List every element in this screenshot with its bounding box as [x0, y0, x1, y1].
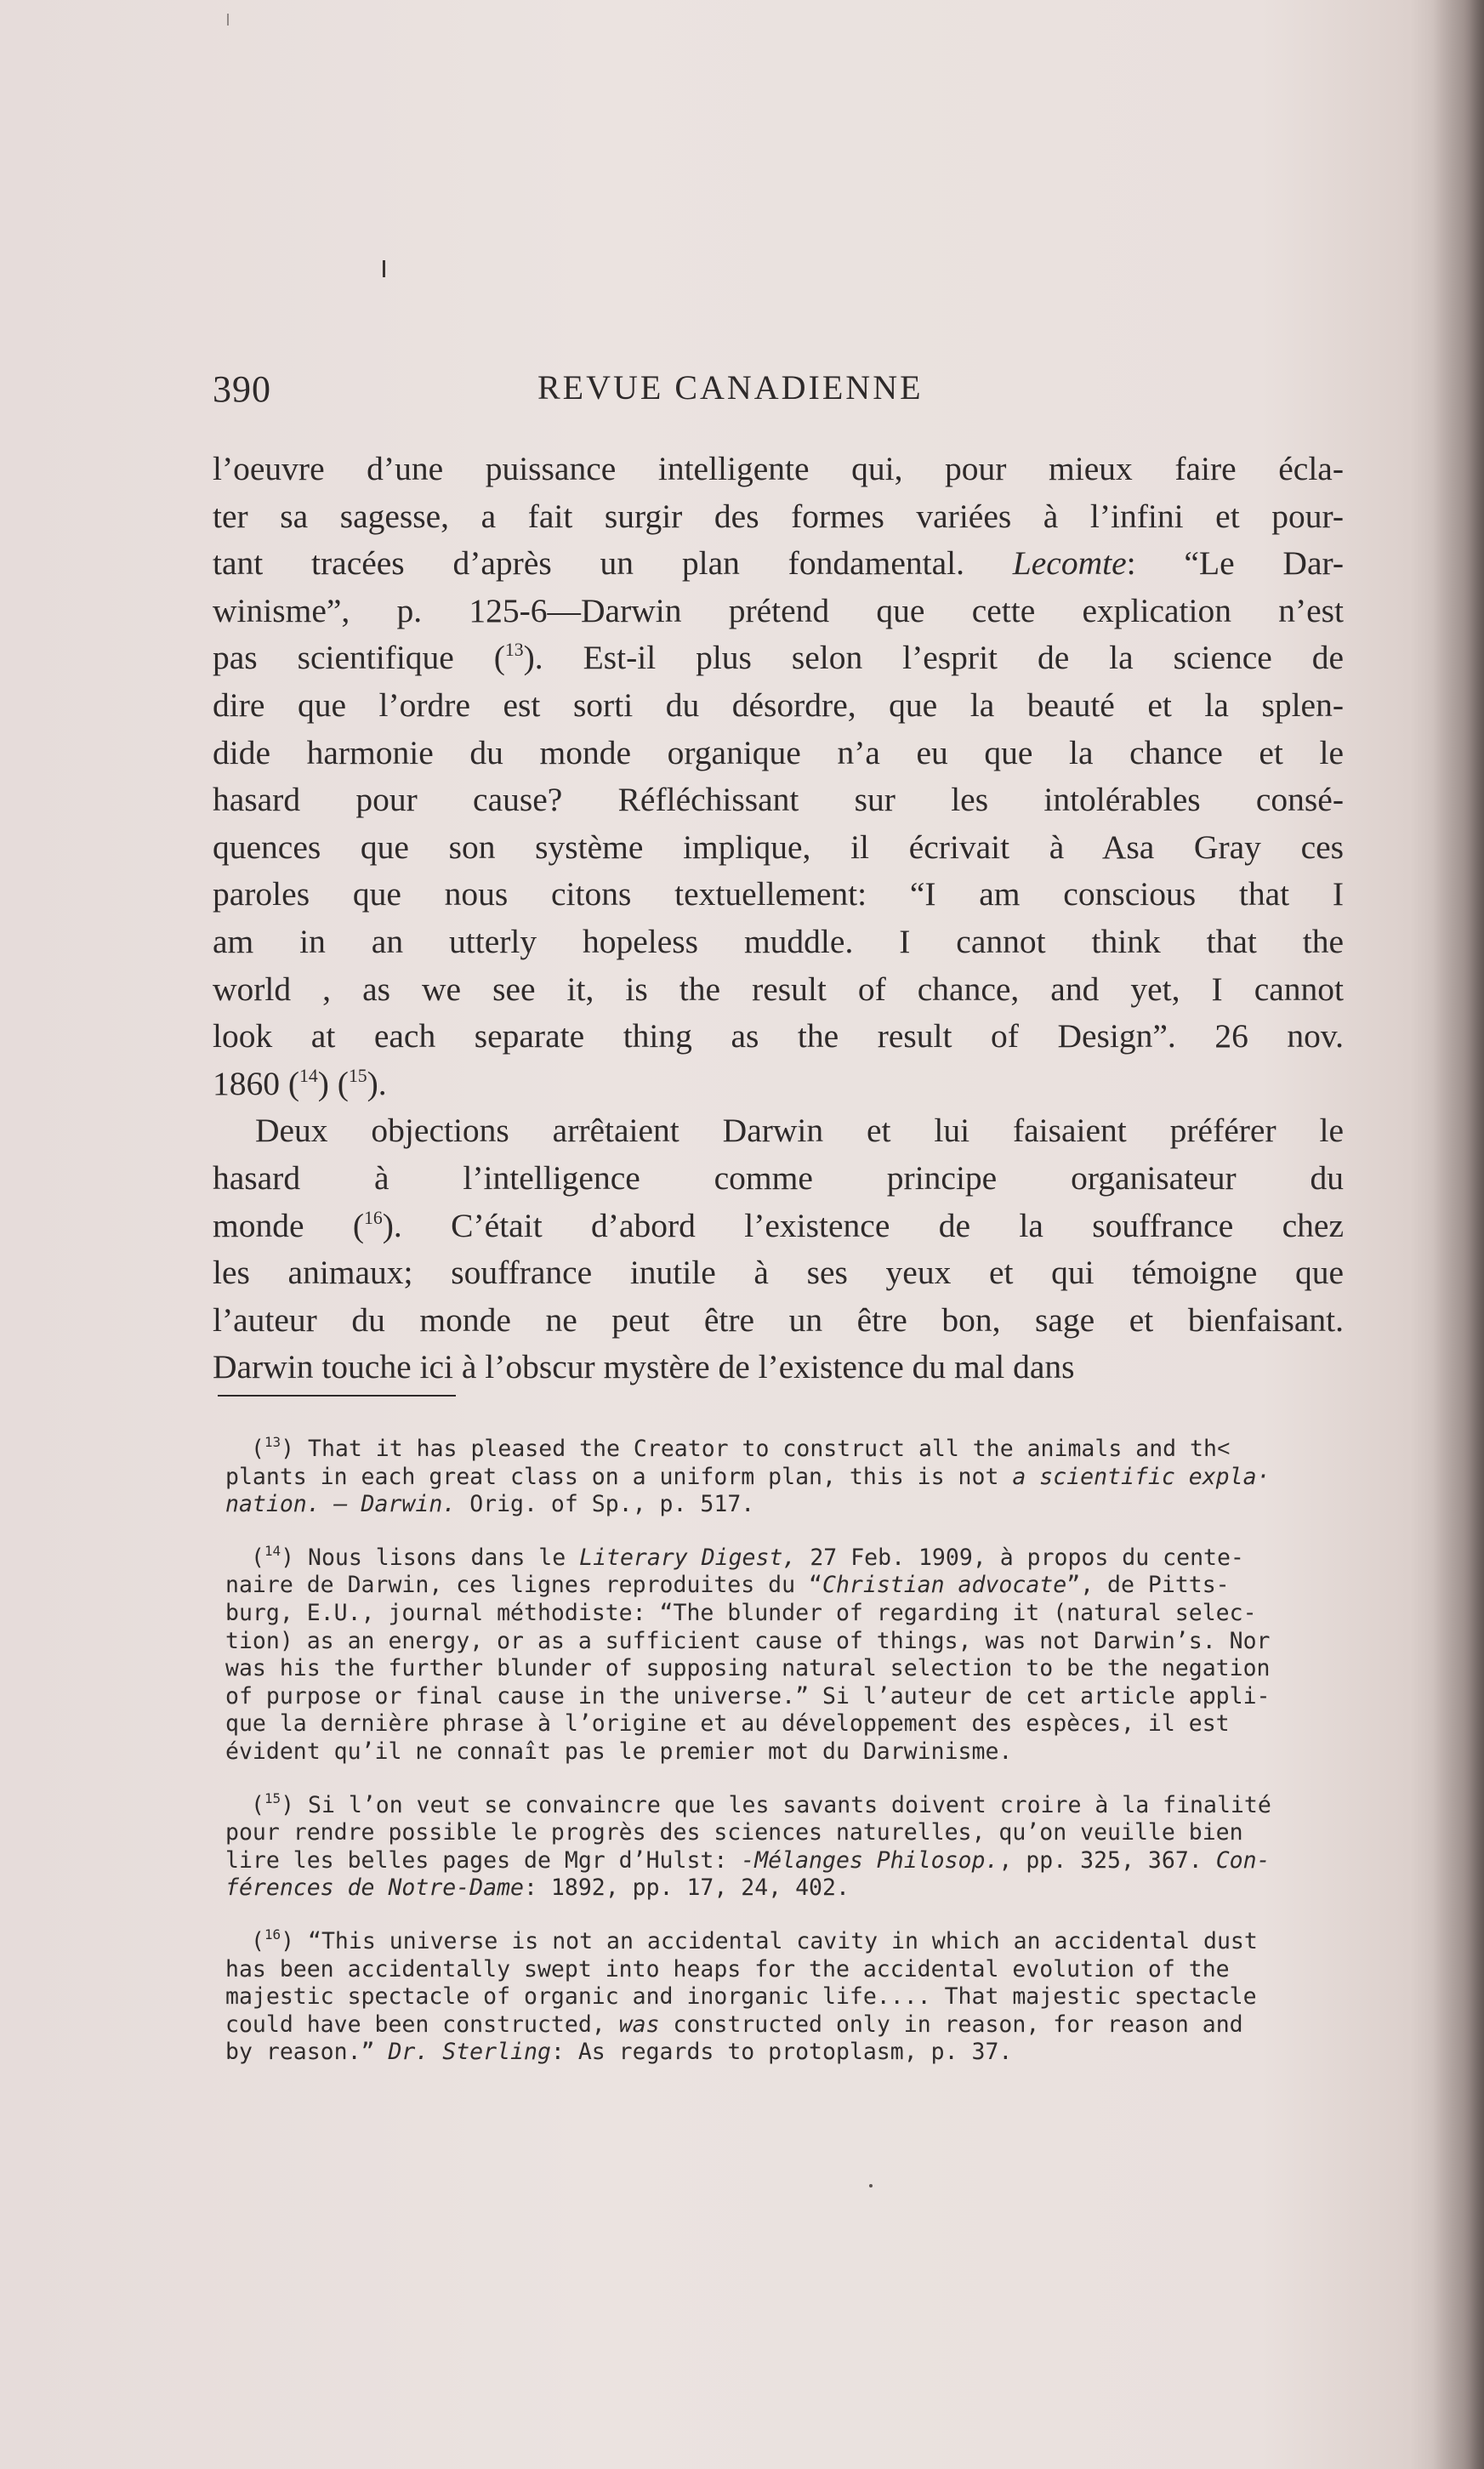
- footnote-line: nation. — Darwin. Orig. of Sp., p. 517.: [225, 1491, 755, 1518]
- footnote-line: naire de Darwin, ces lignes reproduites du “Christian advocate”, de Pitts-: [225, 1572, 1230, 1599]
- text-line: world , as we see it, is the result of chance, and yet, I cannot: [213, 970, 1344, 1008]
- footnote-ref: 15: [348, 1065, 367, 1086]
- ink-mark: [227, 14, 229, 26]
- page-header: [213, 367, 1344, 418]
- footnote-line: majestic spectacle of organic and inorganic life.... That majestic spectacle: [225, 1983, 1257, 2011]
- text-line: monde ($^{16}$). C’était d’abord l’existence de la souffrance chez: [213, 1206, 1344, 1244]
- text-line: 1860 ($^{14}$) ($^{15}$).: [213, 1064, 387, 1102]
- footnote-line: of purpose or final cause in the universe.” Si l’auteur de cet article appli-: [225, 1682, 1271, 1710]
- page-edge-shadow: [1433, 0, 1484, 2469]
- footnote-line: plants in each great class on a uniform plan, this is not a scientific expla·: [225, 1463, 1271, 1490]
- page-number: 390: [213, 368, 271, 410]
- footnote-line: could have been constructed, was constructed only in reason, for reason and: [225, 2011, 1243, 2038]
- paper-speck: [869, 2184, 873, 2187]
- footnote-rule: [218, 1395, 456, 1397]
- footnotes: [225, 1433, 1344, 2092]
- text-line: dire que l’ordre est sorti du désordre, que la beauté et la splen-: [213, 686, 1344, 724]
- footnote-line: que la dernière phrase à l’origine et au développement des espèces, il est: [225, 1710, 1230, 1738]
- text-line: winisme”, p. 125-6—Darwin prétend que cette explication n’est: [213, 591, 1344, 629]
- footnote-14: [225, 1542, 1344, 1766]
- footnote-line: ($^{14}$) Nous lisons dans le Literary Digest, 27 Feb. 1909, à propos du cente-: [251, 1542, 1244, 1571]
- body-text: [213, 446, 1344, 1391]
- text-line: ter sa sagesse, a fait surgir des formes variées à l’infini et pour-: [213, 497, 1344, 535]
- text-line: hasard pour cause? Réfléchissant sur les intolérables consé-: [213, 781, 1344, 819]
- footnote-line: by reason.” Dr. Sterling: As regards to protoplasm, p. 37.: [225, 2039, 1013, 2066]
- footnote-line: was his the further blunder of supposing natural selection to be the negation: [225, 1655, 1271, 1682]
- text-line: am in an utterly hopeless muddle. I cannot think that the: [213, 922, 1344, 960]
- text-line: Deux objections arrêtaient Darwin et lui faisaient préférer le: [255, 1112, 1344, 1150]
- text-line: l’auteur du monde ne peut être un être bon, sage et bienfaisant.: [213, 1300, 1344, 1339]
- footnote-ref: 14: [299, 1065, 318, 1086]
- text-line: Darwin touche ici à l’obscur mystère de l’existence du mal dans: [213, 1348, 1075, 1386]
- footnote-16: [225, 1928, 1344, 2067]
- footnote-line: burg, E.U., journal méthodiste: “The blunder of regarding it (natural selec-: [225, 1599, 1257, 1626]
- text-line: look at each separate thing as the result of Design”. 26 nov.: [213, 1017, 1344, 1055]
- footnote-line: évident qu’il ne connaît pas le premier mot du Darwinisme.: [225, 1738, 1013, 1765]
- footnote-line: lire les belles pages de Mgr d’Hulst: -Mélanges Philosop., pp. 325, 367. Con-: [225, 1846, 1271, 1874]
- ink-mark: [383, 260, 385, 277]
- running-head: REVUE CANADIENNE: [537, 368, 924, 407]
- author-name: Lecomte: [1012, 544, 1127, 583]
- footnote-line: pour rendre possible le progrès des sciences naturelles, qu’on veuille bien: [225, 1819, 1243, 1846]
- text-line: hasard à l’intelligence comme principe organisateur du: [213, 1158, 1344, 1197]
- footnote-line: ($^{15}$) Si l’on veut se convaincre que les savants doivent croire à la finalité: [251, 1789, 1271, 1818]
- text-line: paroles que nous citons textuellement: “I am conscious that I: [213, 875, 1344, 913]
- footnote-line: tion) as an energy, or as a sufficient cause of things, was not Darwin’s. Nor: [225, 1627, 1271, 1654]
- footnote-ref: 16: [364, 1207, 383, 1228]
- footnote-line: ($^{13}$) That it has pleased the Creator to construct all the animals and th˂: [251, 1433, 1231, 1462]
- footnote-line: férences de Notre-Dame: 1892, pp. 17, 24, 402.: [225, 1875, 850, 1902]
- text-line: les animaux; souffrance inutile à ses yeux et qui témoigne que: [213, 1254, 1344, 1292]
- footnote-line: ($^{16}$) “This universe is not an accidental cavity in which an accidental dust: [251, 1926, 1258, 1954]
- text-line: dide harmonie du monde organique n’a eu que la chance et le: [213, 733, 1344, 771]
- text-line: l’oeuvre d’une puissance intelligente qui, pour mieux faire écla-: [213, 450, 1344, 487]
- text-line: quences que son système implique, il écrivait à Asa Gray ces: [213, 828, 1344, 866]
- text-line: pas scientifique ($^{13}$). Est-il plus selon l’esprit de la science de: [213, 639, 1344, 677]
- paragraph: [213, 1107, 1344, 1391]
- paragraph: [213, 446, 1344, 1107]
- footnote-15: [225, 1789, 1344, 1903]
- footnote-line: has been accidentally swept into heaps for the accidental evolution of the: [225, 1955, 1230, 1983]
- footnote-ref: 13: [504, 640, 524, 661]
- text-line: tant tracées d’après un plan fondamental. Lecomte: “Le Dar-: [213, 544, 1344, 583]
- footnote-13: [225, 1433, 1344, 1519]
